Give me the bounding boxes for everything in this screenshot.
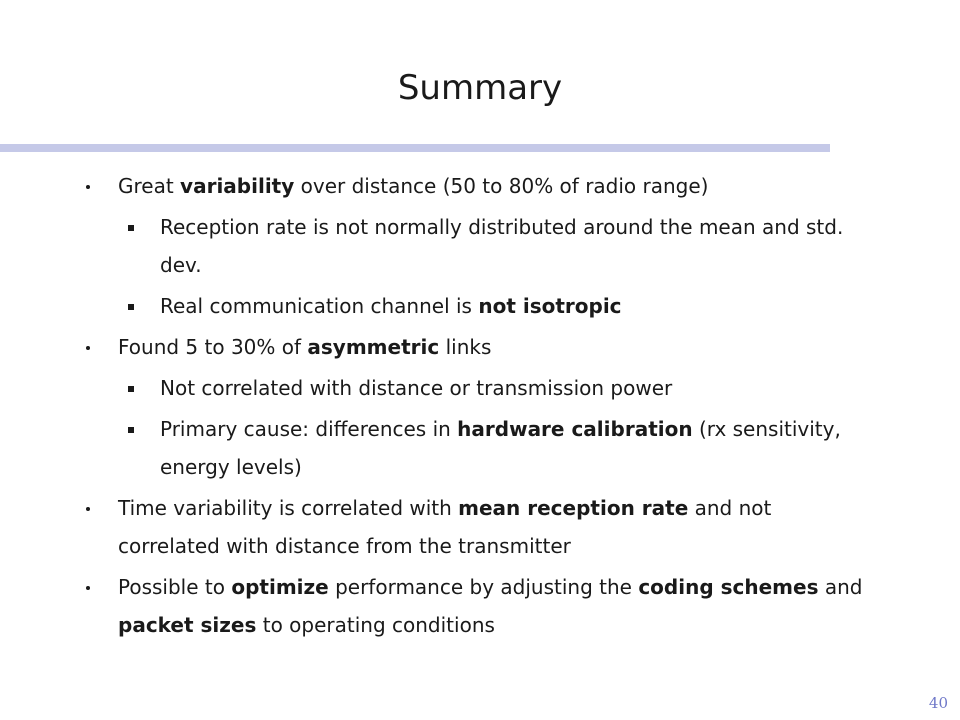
bullet-text: Reception rate is not normally distributed around the mean and std. dev. (160, 215, 844, 277)
square-bullet-icon (128, 208, 134, 246)
page-number: 40 (928, 694, 948, 712)
bullet-item (84, 328, 874, 366)
sub-bullet-item (84, 208, 874, 284)
bullet-item (84, 167, 874, 205)
bullet-item (84, 568, 874, 644)
bullet-text: Found 5 to 30% of (118, 335, 308, 359)
bullet-text-bold: not isotropic (478, 294, 622, 318)
bullet-text: to operating conditions (256, 613, 495, 637)
sub-bullet-item (84, 369, 874, 407)
slide-title: Summary (397, 68, 563, 108)
round-bullet-icon (86, 489, 90, 527)
bullet-text: Great (118, 174, 181, 198)
round-bullet-icon (86, 568, 90, 606)
bullet-item (84, 489, 874, 565)
square-bullet-icon (128, 287, 134, 325)
bullet-text: (rx sensitivity, energy levels) (160, 417, 841, 479)
bullet-text: links (439, 335, 492, 359)
bullet-text: performance by adjusting the (328, 575, 639, 599)
bullet-text: Real communication channel is (160, 294, 479, 318)
title-underline (0, 144, 830, 152)
bullet-text-bold: packet sizes (118, 613, 257, 637)
bullet-text: Time variability is correlated with (118, 496, 459, 520)
bullet-list (84, 164, 874, 644)
bullet-text: over distance (50 to 80% of radio range) (294, 174, 709, 198)
bullet-text: Not correlated with distance or transmission power (160, 376, 673, 400)
square-bullet-icon (128, 410, 134, 448)
bullet-text-bold: variability (180, 174, 295, 198)
sub-bullet-item (84, 410, 874, 486)
bullet-text-bold: hardware calibration (457, 417, 693, 441)
bullet-text: Primary cause: differences in (160, 417, 458, 441)
round-bullet-icon (86, 328, 90, 366)
bullet-text-bold: asymmetric (307, 335, 440, 359)
bullet-text: and (818, 575, 863, 599)
bullet-text-bold: coding schemes (638, 575, 819, 599)
sub-bullet-item (84, 287, 874, 325)
bullet-text-bold: mean reception rate (458, 496, 689, 520)
bullet-text-bold: optimize (231, 575, 329, 599)
bullet-text: and not correlated with distance from the transmitter (118, 496, 772, 558)
round-bullet-icon (86, 167, 90, 205)
bullet-text: Possible to (118, 575, 232, 599)
square-bullet-icon (128, 369, 134, 407)
